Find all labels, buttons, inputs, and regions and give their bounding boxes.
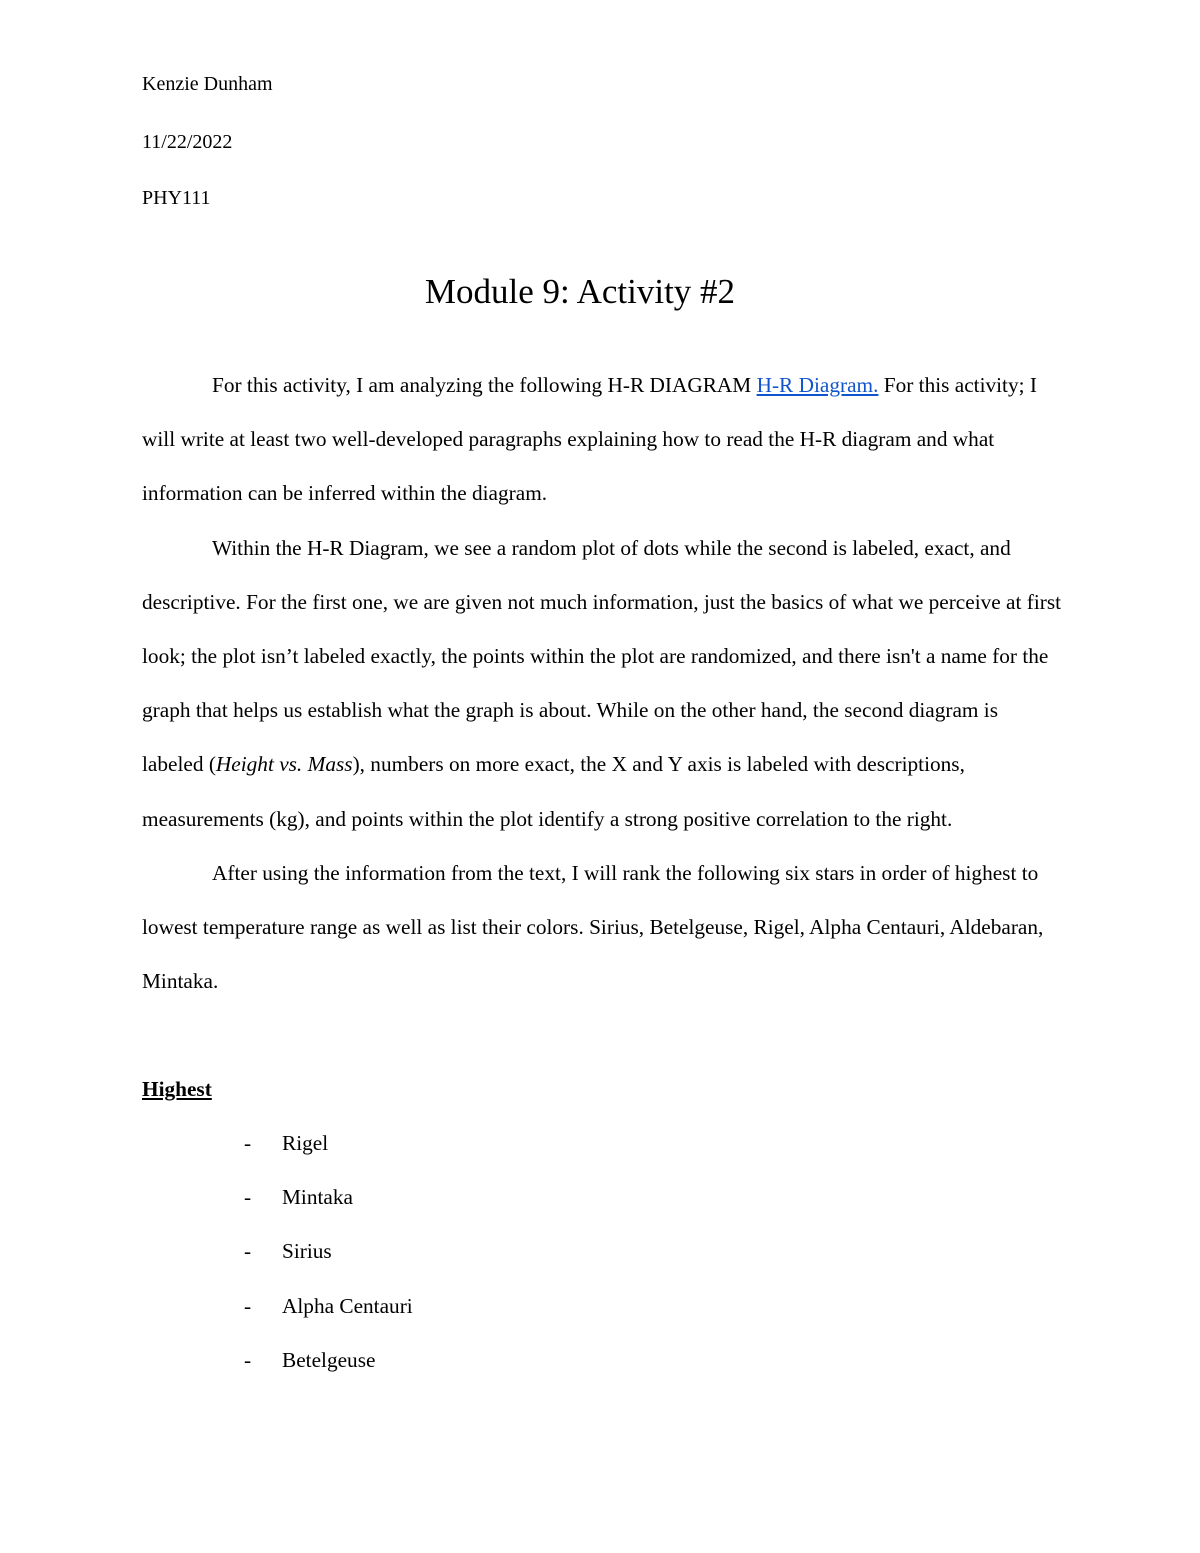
list-item: [244, 1224, 413, 1278]
list-bullet: -: [244, 1347, 252, 1372]
list-item: [244, 1333, 413, 1387]
list-item: [244, 1116, 413, 1170]
chart-title-italic: Height vs. Mass: [215, 752, 353, 777]
paragraph-intro-text-start: For this activity, I am analyzing the following H-R DIAGRAM: [212, 373, 757, 397]
paragraph-analysis-text-end: ), numbers on more exact, the X and Y axis is labeled with descriptions, measurements (kg), and points within the plot identify a strong positive correlation to the right.: [142, 752, 965, 831]
star-name: Betelgeuse: [282, 1347, 376, 1372]
paragraph-ranking-intro: After using the information from the text, I will rank the following six stars in order of highest to lowest temperature range as well as list their colors. Sirius, Betelgeuse, Rigel, Alpha Centauri, Aldebaran, Mintaka.: [142, 860, 1044, 994]
author-name: Kenzie Dunham: [142, 73, 273, 95]
ranking-heading: Highest: [142, 1077, 212, 1101]
paragraph-analysis-text-start: Within the H-R Diagram, we see a random plot of dots while the second is labeled, exact, and descriptive. For the first one, we are given not much information, just the basics of what we perceive at first look; the plot isn’t labeled exactly, the points within the plot are randomized, and there isn't a name for the graph that helps us establish what the graph is about. While on the other hand, the second diagram is labeled (: [142, 535, 1062, 777]
paragraph-analysis: [142, 521, 1062, 846]
list-bullet: -: [244, 1185, 252, 1210]
list-item: [244, 1279, 413, 1333]
course-code: PHY111: [142, 187, 211, 209]
body-text: [142, 358, 1062, 1008]
list-bullet: -: [244, 1131, 252, 1155]
star-name: Rigel: [282, 1131, 329, 1155]
list-bullet: -: [244, 1239, 252, 1264]
star-name: Sirius: [282, 1239, 332, 1264]
paragraph-intro-text-end: For this activity; I will write at least two well-developed paragraphs explaining how to read the H-R diagram and what information can be inferred within the diagram.: [142, 373, 1037, 506]
list-item: [244, 1170, 413, 1224]
list-bullet: -: [244, 1293, 252, 1318]
star-name: Mintaka: [282, 1185, 353, 1210]
star-ranking-list: [244, 1116, 413, 1387]
hr-diagram-link[interactable]: H-R Diagram.: [756, 373, 879, 397]
paragraph-intro: [142, 358, 1062, 521]
document-date: 11/22/2022: [142, 131, 233, 153]
star-name: Alpha Centauri: [282, 1293, 413, 1318]
page-title: Module 9: Activity #2: [424, 272, 736, 311]
